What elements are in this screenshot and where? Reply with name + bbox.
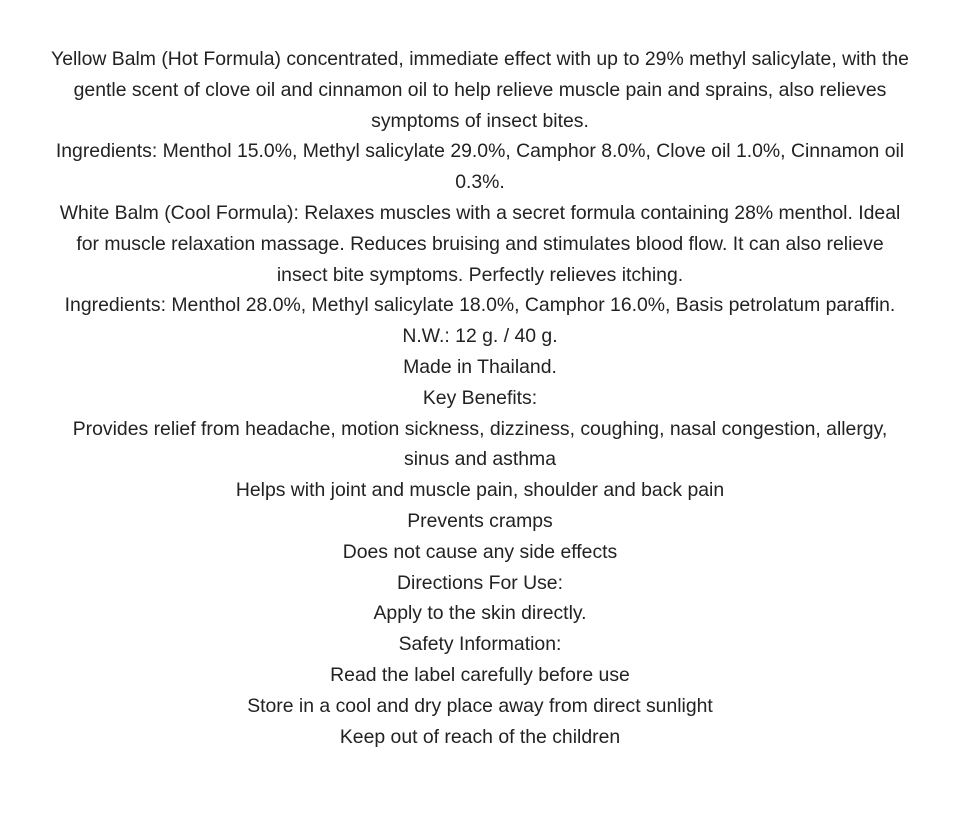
benefits-heading: Key Benefits: xyxy=(422,386,538,409)
safety-item: Read the label carefully before use xyxy=(330,663,630,686)
directions-heading: Directions For Use: xyxy=(397,571,563,594)
yellow-balm-ingredients: Ingredients: Menthol 15.0%, Methyl salicylate 29.0%, Camphor 8.0%, Clove oil 1.0%, Cinnamon oil 0.3%. xyxy=(55,140,905,194)
white-balm-ingredients: Ingredients: Menthol 28.0%, Methyl salicylate 18.0%, Camphor 16.0%, Basis petrolatum paraffin. xyxy=(64,294,896,317)
benefit-item: Prevents cramps xyxy=(407,509,553,532)
benefit-item: Helps with joint and muscle pain, shoulder and back pain xyxy=(235,479,725,502)
origin: Made in Thailand. xyxy=(403,355,557,378)
safety-heading: Safety Information: xyxy=(398,633,562,656)
benefit-item: Provides relief from headache, motion sickness, dizziness, coughing, nasal congestion, allergy, sinus and asthma xyxy=(72,417,888,471)
benefit-item: Does not cause any side effects xyxy=(342,540,618,563)
white-balm-description: White Balm (Cool Formula): Relaxes muscles with a secret formula containing 28% menthol. Ideal for muscle relaxation massage. Reduces bruising and stimulates blood flow. It can also relieve insect bite symptoms. Perfectly relieves itching. xyxy=(59,201,901,286)
safety-item: Store in a cool and dry place away from direct sunlight xyxy=(247,694,713,717)
safety-item: Keep out of reach of the children xyxy=(339,725,621,748)
directions-text: Apply to the skin directly. xyxy=(373,602,587,625)
yellow-balm-description: Yellow Balm (Hot Formula) concentrated, immediate effect with up to 29% methyl salicylate, with the gentle scent of clove oil and cinnamon oil to help relieve muscle pain and sprains, also relieves symptoms of insect bites. xyxy=(51,48,909,132)
net-weight: N.W.: 12 g. / 40 g. xyxy=(402,325,558,348)
